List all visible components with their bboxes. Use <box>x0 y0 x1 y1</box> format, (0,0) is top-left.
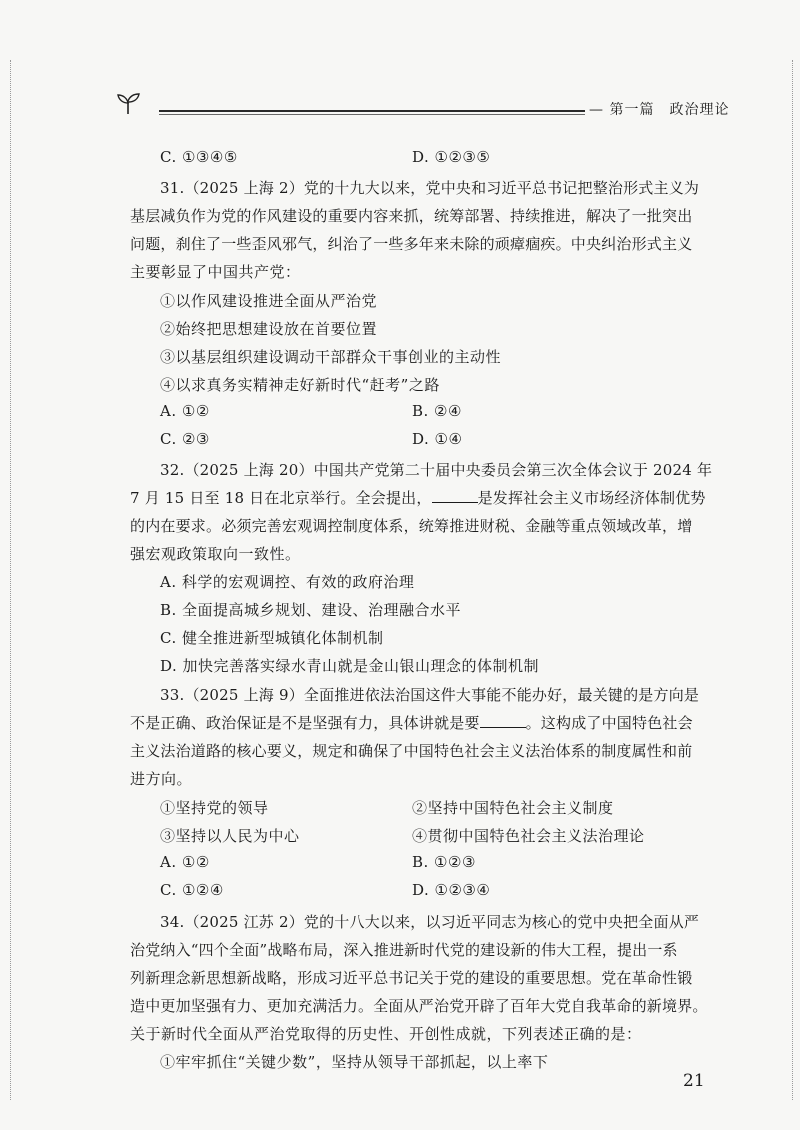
q33-stem-line2-start: 不是正确、政治保证是不是坚强有力，具体讲就是要 <box>130 714 480 732</box>
q31-option-d: D. ①④ <box>412 430 463 448</box>
q34-stem-line5: 关于新时代全面从严治党取得的历史性、开创性成就，下列表述正确的是： <box>130 1025 642 1043</box>
q33-item-1: ①坚持党的领导 <box>160 799 269 817</box>
q33-item-2: ②坚持中国特色社会主义制度 <box>412 799 614 817</box>
q32-option-d: D. 加快完善落实绿水青山就是金山银山理念的体制机制 <box>160 657 540 675</box>
q31-option-c: C. ②③ <box>160 430 210 448</box>
page-number: 21 <box>683 1071 705 1091</box>
q31-item-4: ④以求真务实精神走好新时代“赶考”之路 <box>160 376 440 394</box>
q34-item-1: ①牢牢抓住“关键少数”，坚持从领导干部抓起，以上率下 <box>160 1053 549 1071</box>
q31-option-b: B. ②④ <box>412 402 462 420</box>
q33-item-3: ③坚持以人民为中心 <box>160 827 300 845</box>
q34-stem-line4: 造中更加坚强有力、更加充满活力。全面从严治党开辟了百年大党自我革命的新境界。 <box>130 997 708 1015</box>
q34-stem-line2: 治党纳入“四个全面”战略布局，深入推进新时代党的建设新的伟大工程，提出一系 <box>130 941 678 959</box>
q30-option-c: C. ①③④⑤ <box>160 148 238 166</box>
header-rule-thin <box>159 114 601 115</box>
q33-option-c: C. ①②④ <box>160 881 224 899</box>
q32-answer-blank <box>432 489 478 503</box>
q33-option-b: B. ①②③ <box>412 853 476 871</box>
q32-option-c: C. 健全推进新型城镇化体制机制 <box>160 629 384 647</box>
q32-stem-line1: 32.（2025 上海 20）中国共产党第二十届中央委员会第三次全体会议于 2024 年 <box>160 461 713 479</box>
right-margin-dots <box>792 60 794 1100</box>
q30-option-d: D. ①②③⑤ <box>412 148 491 166</box>
sprout-icon <box>115 90 141 116</box>
q34-stem-line3: 列新理念新思想新战略，形成习近平总书记关于党的建设的重要思想。党在革命性锻 <box>130 969 693 987</box>
q33-option-a: A. ①② <box>160 853 210 871</box>
section-title: — 第一篇 政治理论 <box>585 99 729 119</box>
q32-stem-line2-start: 7 月 15 日至 18 日在北京举行。全会提出， <box>130 489 432 507</box>
q32-stem-line4: 强宏观政策取向一致性。 <box>130 545 301 563</box>
q32-option-a: A. 科学的宏观调控、有效的政府治理 <box>160 573 415 591</box>
page-header <box>115 94 730 118</box>
q33-stem-line2-end: 。这构成了中国特色社会 <box>525 714 693 732</box>
q33-answer-blank <box>480 714 526 728</box>
header-rule <box>159 110 601 112</box>
q33-stem-line4: 进方向。 <box>130 770 193 788</box>
q32-stem-line2-end: 是发挥社会主义市场经济体制优势 <box>477 489 706 507</box>
q33-item-4: ④贯彻中国特色社会主义法治理论 <box>412 827 645 845</box>
q33-stem-line1: 33.（2025 上海 9）全面推进依法治国这件大事能不能办好，最关键的是方向是 <box>160 686 700 704</box>
q31-stem-line2: 基层减负作为党的作风建设的重要内容来抓，统筹部署、持续推进，解决了一批突出 <box>130 207 693 225</box>
q31-stem-line4: 主要彰显了中国共产党： <box>130 263 301 281</box>
q31-stem-line1: 31.（2025 上海 2）党的十九大以来，党中央和习近平总书记把整治形式主义为 <box>160 179 700 197</box>
q31-item-2: ②始终把思想建设放在首要位置 <box>160 320 378 338</box>
left-margin-dots <box>10 60 12 1100</box>
q32-stem-line2 <box>130 487 706 508</box>
q31-stem-line3: 问题，刹住了一些歪风邪气，纠治了一些多年来未除的顽瘴痼疾。中央纠治形式主义 <box>130 235 693 253</box>
q33-stem-line3: 主义法治道路的核心要义，规定和确保了中国特色社会主义法治体系的制度属性和前 <box>130 742 693 760</box>
q31-option-a: A. ①② <box>160 402 210 420</box>
q31-item-1: ①以作风建设推进全面从严治党 <box>160 292 378 310</box>
q31-item-3: ③以基层组织建设调动干部群众干事创业的主动性 <box>160 348 502 366</box>
q32-option-b: B. 全面提高城乡规划、建设、治理融合水平 <box>160 601 462 619</box>
q33-option-d: D. ①②③④ <box>412 881 491 899</box>
q32-stem-line3: 的内在要求。必须完善宏观调控制度体系，统筹推进财税、金融等重点领域改革，增 <box>130 517 693 535</box>
q34-stem-line1: 34.（2025 江苏 2）党的十八大以来，以习近平同志为核心的党中央把全面从严 <box>160 913 700 931</box>
q33-stem-line2 <box>130 712 693 733</box>
